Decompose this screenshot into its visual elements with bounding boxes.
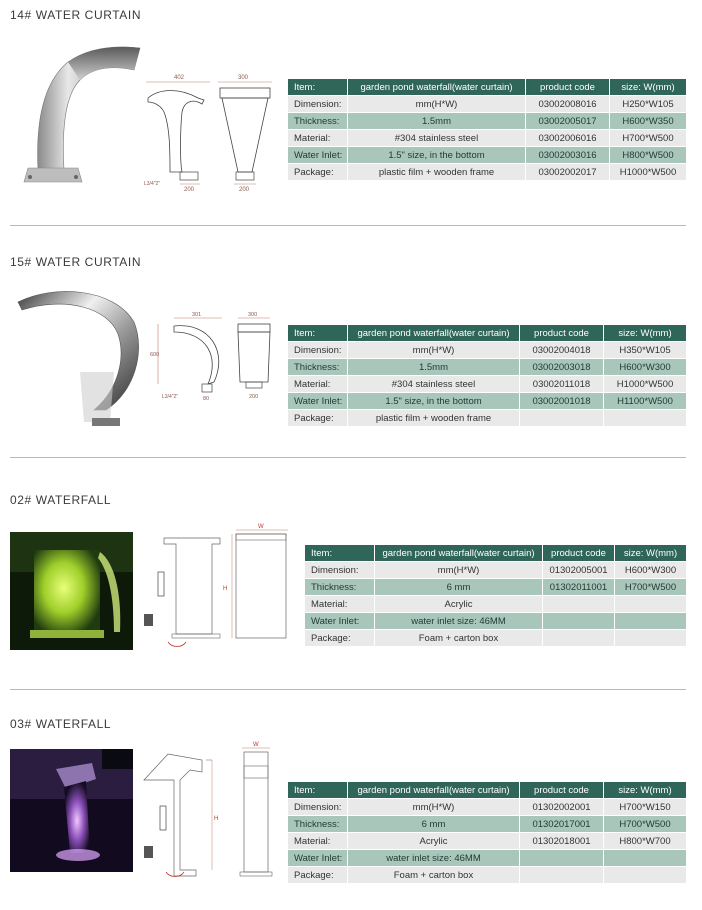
row-code: 03002003016 [526,147,610,164]
row-code: 01302017001 [520,816,604,833]
section-title: 02# WATERFALL [10,493,112,507]
row-code [520,850,604,867]
row-label: Material: [288,376,348,393]
row-size: H800*W500 [610,147,687,164]
dim-label: 600 [150,352,160,358]
header-item: Item: [288,782,348,799]
dim-label: 300 [248,312,258,318]
row-code: 01302011001 [543,579,615,596]
header-description: garden pond waterfall(water curtain) [375,545,543,562]
dim-label: W [258,524,264,530]
row-code [543,596,615,613]
section-title: 03# WATERFALL [10,717,112,731]
waterfall-02-photo [10,532,133,650]
table-header-row [288,79,687,96]
dim-label: H [214,816,219,822]
table-row [305,630,687,647]
water-curtain-14-photo [18,40,143,190]
row-value: Acrylic [375,596,543,613]
row-code: 03002002017 [526,164,610,181]
inlet-label: L3/4"2" [162,394,179,400]
water-curtain-14-side-drawing [140,72,215,194]
row-code: 03002005017 [526,113,610,130]
dim-label: 200 [239,187,250,193]
row-code: 01302018001 [520,833,604,850]
row-value: 1.5mm [348,359,520,376]
waterfall-03-front-drawing [236,740,276,880]
row-label: Dimension: [288,342,348,359]
row-size: H600*W300 [615,562,687,579]
row-value: Foam + carton box [375,630,543,647]
row-code [520,867,604,884]
row-size: H250*W105 [610,96,687,113]
row-code: 03002011018 [520,376,604,393]
table-row [288,147,687,164]
dim-label: 200 [184,187,195,193]
row-size: H600*W300 [604,359,687,376]
row-size: H1000*W500 [604,376,687,393]
section-divider [10,689,686,690]
header-description: garden pond waterfall(water curtain) [348,79,526,96]
row-value: Foam + carton box [348,867,520,884]
row-label: Water Inlet: [288,393,348,410]
water-curtain-15-side-drawing [148,312,228,402]
row-value: 6 mm [348,816,520,833]
row-value: mm(H*W) [348,342,520,359]
table-row [288,833,687,850]
spec-table [287,781,687,884]
section-title: 14# WATER CURTAIN [10,8,142,22]
waterfall-02-front-drawing [223,522,292,647]
row-value: mm(H*W) [348,96,526,113]
dim-label: W [253,742,259,748]
header-product-code: product code [520,782,604,799]
row-label: Thickness: [288,359,348,376]
row-code: 03002008016 [526,96,610,113]
dim-label: 301 [192,312,202,318]
header-size: size: W(mm) [604,325,687,342]
row-label: Package: [288,164,348,181]
row-value: mm(H*W) [348,799,520,816]
row-size: H700*W500 [610,130,687,147]
row-value: mm(H*W) [375,562,543,579]
table-row [288,816,687,833]
header-size: size: W(mm) [610,79,687,96]
row-label: Thickness: [305,579,375,596]
header-product-code: product code [520,325,604,342]
row-value: plastic film + wooden frame [348,164,526,181]
row-value: #304 stainless steel [348,376,520,393]
row-size [604,867,687,884]
table-row [288,96,687,113]
spec-table [287,78,687,181]
table-row [288,410,687,427]
header-description: garden pond waterfall(water curtain) [348,325,520,342]
row-code: 01302002001 [520,799,604,816]
row-size: H700*W150 [604,799,687,816]
row-label: Water Inlet: [288,850,348,867]
row-label: Material: [288,130,348,147]
spec-table [287,324,687,427]
table-row [305,562,687,579]
row-code: 01302005001 [543,562,615,579]
waterfall-03-side-drawing [140,750,230,882]
row-value: #304 stainless steel [348,130,526,147]
row-label: Dimension: [288,799,348,816]
row-label: Water Inlet: [305,613,375,630]
row-size: H700*W500 [604,816,687,833]
row-label: Package: [305,630,375,647]
table-row [288,799,687,816]
row-code [520,410,604,427]
row-label: Water Inlet: [288,147,348,164]
section-divider [10,225,686,226]
row-value: 6 mm [375,579,543,596]
row-code: 03002004018 [520,342,604,359]
row-value: plastic film + wooden frame [348,410,520,427]
row-code [543,630,615,647]
table-row [288,393,687,410]
table-row [288,850,687,867]
row-value: water inlet size: 46MM [375,613,543,630]
table-row [288,113,687,130]
row-value: 1.5" size, in the bottom [348,147,526,164]
header-product-code: product code [526,79,610,96]
table-row [305,579,687,596]
table-row [305,596,687,613]
row-size [615,596,687,613]
row-size [604,410,687,427]
row-value: 1.5" size, in the bottom [348,393,520,410]
dim-label: 200 [249,394,259,400]
row-label: Material: [288,833,348,850]
row-label: Material: [305,596,375,613]
header-size: size: W(mm) [615,545,687,562]
table-header-row [288,782,687,799]
row-size [615,630,687,647]
section-divider [10,457,686,458]
table-row [288,164,687,181]
table-row [288,359,687,376]
row-label: Dimension: [288,96,348,113]
table-row [288,867,687,884]
row-code [543,613,615,630]
water-curtain-15-front-drawing [232,312,276,402]
row-size: H350*W105 [604,342,687,359]
row-code: 03002006016 [526,130,610,147]
row-code: 03002003018 [520,359,604,376]
row-size: H600*W350 [610,113,687,130]
waterfall-02-side-drawing [142,530,232,655]
row-label: Thickness: [288,816,348,833]
dim-label: H [223,586,228,592]
row-size: H800*W700 [604,833,687,850]
row-value: water inlet size: 46MM [348,850,520,867]
row-size: H700*W500 [615,579,687,596]
header-description: garden pond waterfall(water curtain) [348,782,520,799]
row-size [604,850,687,867]
waterfall-03-photo [10,749,133,872]
section-title: 15# WATER CURTAIN [10,255,142,269]
row-label: Thickness: [288,113,348,130]
header-item: Item: [288,325,348,342]
inlet-label: L3/4"2" [144,181,161,187]
header-product-code: product code [543,545,615,562]
row-size: H1100*W500 [604,393,687,410]
table-row [288,342,687,359]
table-row [288,130,687,147]
table-row [305,613,687,630]
row-label: Package: [288,867,348,884]
table-row [288,376,687,393]
row-size [615,613,687,630]
row-label: Dimension: [305,562,375,579]
header-size: size: W(mm) [604,782,687,799]
dim-label: 402 [174,75,185,81]
row-code: 03002001018 [520,393,604,410]
row-value: 1.5mm [348,113,526,130]
header-item: Item: [305,545,375,562]
water-curtain-14-front-drawing [214,72,276,194]
row-label: Package: [288,410,348,427]
spec-table [304,544,687,647]
table-header-row [288,325,687,342]
row-value: Acrylic [348,833,520,850]
header-item: Item: [288,79,348,96]
row-size: H1000*W500 [610,164,687,181]
dim-label: 80 [203,396,210,402]
table-header-row [305,545,687,562]
dim-label: 300 [238,75,249,81]
water-curtain-15-photo [14,282,144,432]
